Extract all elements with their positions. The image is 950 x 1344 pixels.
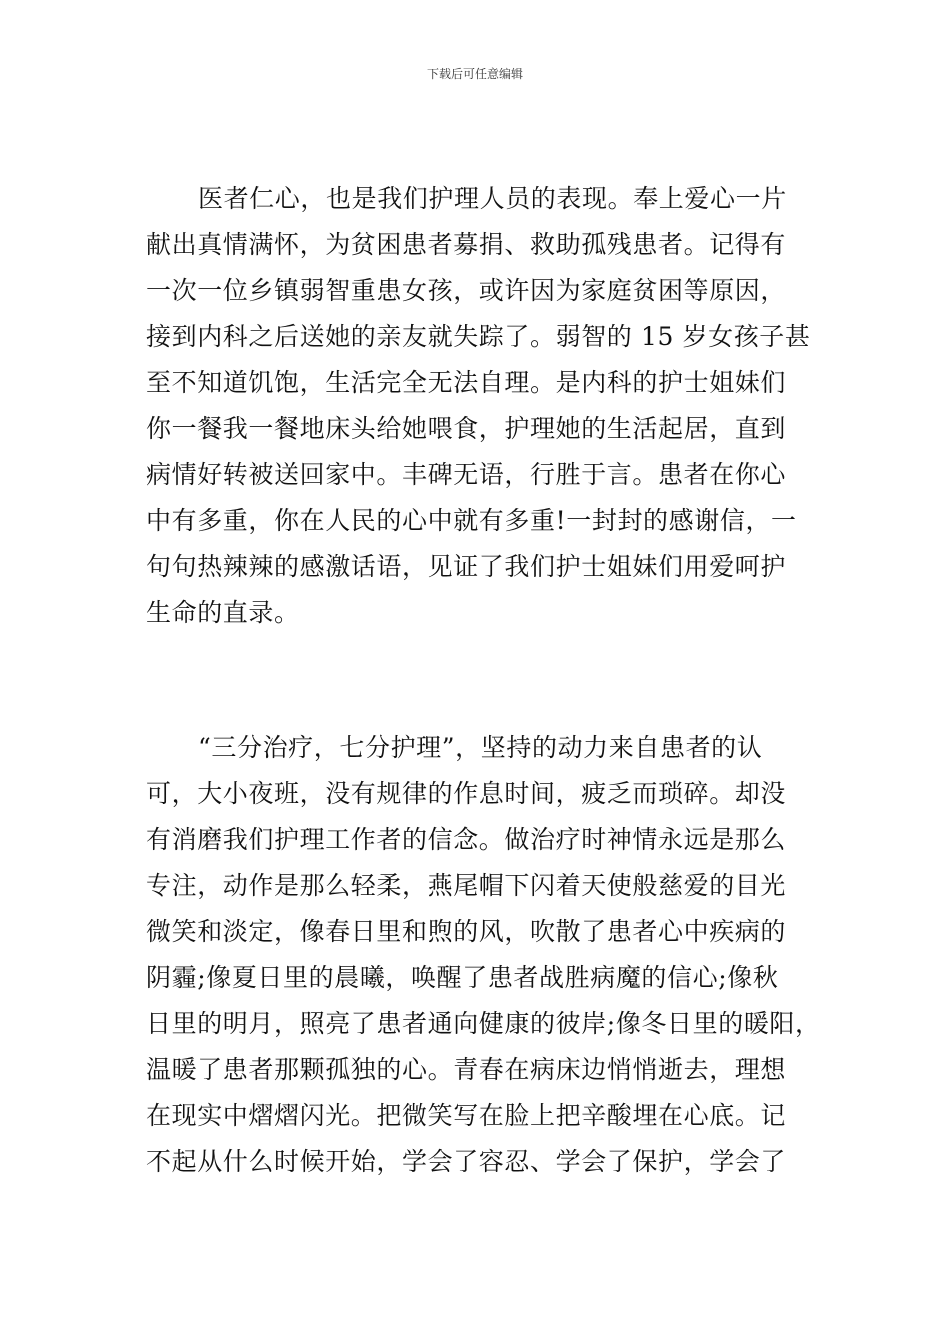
paragraph-line: 有消磨我们护理工作者的信念。做治疗时神情永远是那么 xyxy=(146,825,787,854)
paragraph-line: 中有多重，你在人民的心中就有多重!一封封的感谢信，一 xyxy=(146,506,797,535)
paragraph-line: 不起从什么时候开始，学会了容忍、学会了保护，学会了 xyxy=(146,1147,787,1176)
paragraph-line: 专注，动作是那么轻柔，燕尾帽下闪着天使般慈爱的目光 xyxy=(146,871,787,900)
paragraph-line: 日里的明月，照亮了患者通向健康的彼岸;像冬日里的暖阳， xyxy=(146,1009,821,1038)
paragraph-line: 在现实中熠熠闪光。把微笑写在脸上把辛酸埋在心底。记 xyxy=(146,1101,787,1130)
paragraph-line: 医者仁心，也是我们护理人员的表现。奉上爱心一片 xyxy=(198,184,787,213)
paragraph-2 xyxy=(146,725,821,1185)
header-note: 下载后可任意编辑 xyxy=(426,67,523,81)
paragraph-line: 献出真情满怀，为贫困患者募捐、救助孤残患者。记得有 xyxy=(146,230,787,259)
paragraph-line: 阴霾;像夏日里的晨曦，唤醒了患者战胜病魔的信心;像秋 xyxy=(146,963,779,992)
paragraph-line: 句句热辣辣的感激话语，见证了我们护士姐妹们用爱呵护 xyxy=(146,552,787,581)
paragraph-line: 一次一位乡镇弱智重患女孩，或许因为家庭贫困等原因， xyxy=(146,276,787,305)
paragraph-line: 接到内科之后送她的亲友就失踪了。弱智的 15 岁女孩子甚 xyxy=(146,322,811,351)
paragraph-line: 微笑和淡定，像春日里和煦的风，吹散了患者心中疾病的 xyxy=(146,917,787,946)
paragraph-line: “三分治疗，七分护理”，坚持的动力来自患者的认 xyxy=(198,733,763,762)
paragraph-line: 温暖了患者那颗孤独的心。青春在病床边悄悄逝去，理想 xyxy=(146,1055,787,1084)
paragraph-line: 至不知道饥饱，生活完全无法自理。是内科的护士姐妹们 xyxy=(146,368,787,397)
paragraph-line: 可，大小夜班，没有规律的作息时间，疲乏而琐碎。却没 xyxy=(146,779,787,808)
paragraph-line: 你一餐我一餐地床头给她喂食，护理她的生活起居，直到 xyxy=(146,414,787,443)
paragraph-1 xyxy=(146,176,811,636)
paragraph-line: 病情好转被送回家中。丰碑无语，行胜于言。患者在你心 xyxy=(146,460,787,489)
paragraph-line: 生命的直录。 xyxy=(146,598,300,627)
